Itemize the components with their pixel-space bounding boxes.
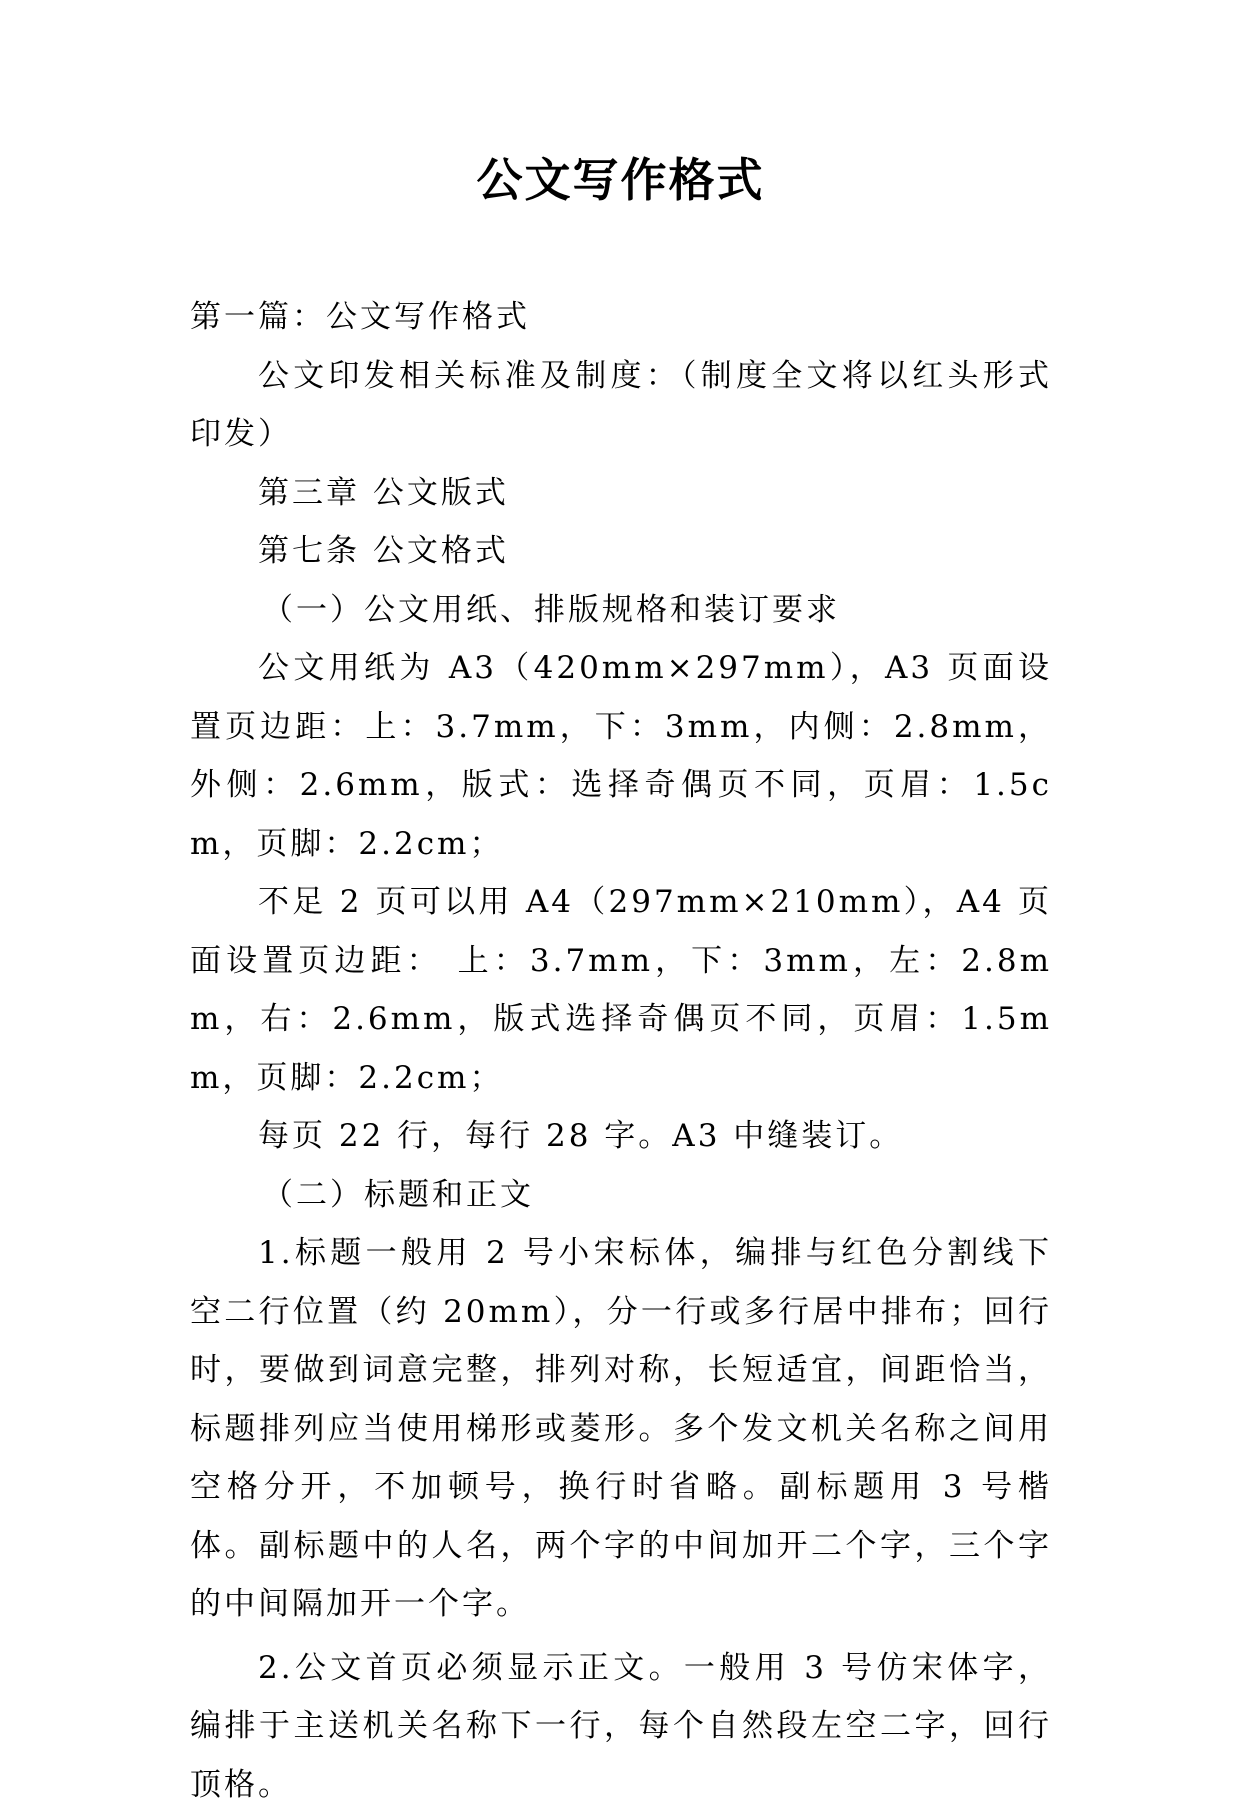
subsection-heading: （一）公文用纸、排版规格和装订要求 [190, 581, 1052, 640]
paragraph: 公文用纸为 A3（420mm×297mm），A3 页面设置页边距：上：3.7mm，下：3mm，内侧：2.8mm，外侧：2.6mm，版式：选择奇偶页不同，页眉：1.5cm，页脚：2.2cm； [190, 639, 1052, 873]
paragraph: 2.公文首页必须显示正文。一般用 3 号仿宋体字，编排于主送机关名称下一行，每个自然段左空二字，回行顶格。 [190, 1639, 1052, 1814]
document-title: 公文写作格式 [0, 150, 1241, 210]
section-heading: 第一篇：公文写作格式 [190, 288, 1052, 347]
article-heading: 第七条 公文格式 [190, 522, 1052, 581]
paragraph: 1.标题一般用 2 号小宋标体，编排与红色分割线下空二行位置（约 20mm），分一行或多行居中排布；回行时，要做到词意完整，排列对称，长短适宜，间距恰当，标题排列应当使用梯形或菱形。多个发文机关名称之间用空格分开，不加顿号，换行时省略。副标题用 3 号楷体。副标题中的人名，两个字的中间加开二个字，三个字的中间隔加开一个字。 [190, 1224, 1052, 1634]
chapter-heading: 第三章 公文版式 [190, 464, 1052, 523]
document-body [190, 288, 1052, 1814]
paragraph: 每页 22 行，每行 28 字。A3 中缝装订。 [190, 1107, 1052, 1166]
subsection-heading: （二）标题和正文 [190, 1166, 1052, 1225]
paragraph: 公文印发相关标准及制度：（制度全文将以红头形式印发） [190, 347, 1052, 464]
paragraph: 不足 2 页可以用 A4（297mm×210mm），A4 页面设置页边距： 上：3.7mm，下：3mm，左：2.8mm，右：2.6mm，版式选择奇偶页不同，页眉：1.5mm，页脚：2.2cm； [190, 873, 1052, 1107]
